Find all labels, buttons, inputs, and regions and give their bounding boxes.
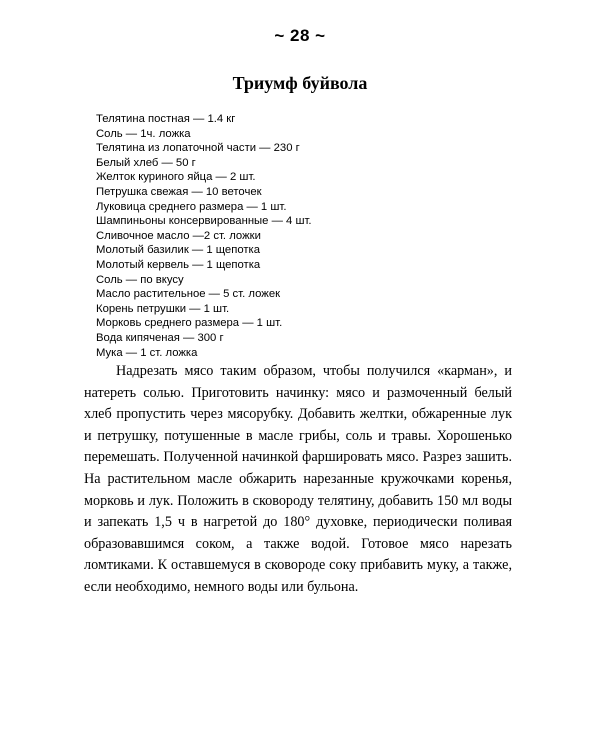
ingredient-line: Морковь среднего размера — 1 шт. xyxy=(96,317,283,330)
ingredient-line: Соль — 1ч. ложка xyxy=(96,127,191,140)
ingredient-line: Корень петрушки — 1 шт. xyxy=(96,302,230,315)
ingredient-line: Луковица среднего размера — 1 шт. xyxy=(96,200,287,213)
instructions-paragraph: Надрезать мясо таким образом, чтобы получился «карман», и натереть солью. Приготовить начинку: мясо и размоченный белый хлеб пропустить через мясорубку. Добавить желтки, обжаренные лук и петрушку, потушенные в масле грибы, соль и травы. Хорошенько перемешать. Полученной начинкой фаршировать мясо. Разрез зашить. На растительном масле обжарить нарезанные кружочками коренья, морковь и лук. Положить в сковороду телятину, добавить 150 мл воды и запекать 1,5 ч в нагретой до 180° духовке, периодически поливая образовавшимся соком, а также водой. Готовое мясо нарезать ломтиками. К оставшемуся в сковороде соку прибавить муку, а также, если необходимо, немного воды или бульона. xyxy=(84,363,512,595)
ingredient-line: Телятина из лопаточной части — 230 г xyxy=(96,142,300,155)
page-number: ~ 28 ~ xyxy=(274,26,326,45)
ingredient-line: Белый хлеб — 50 г xyxy=(96,156,196,169)
ingredient-line: Петрушка свежая — 10 веточек xyxy=(96,185,262,198)
ingredient-line: Молотый кервель — 1 щепотка xyxy=(96,258,261,271)
ingredient-line: Желток куриного яйца — 2 шт. xyxy=(96,171,256,184)
ingredient-line: Мука — 1 ст. ложка xyxy=(96,346,198,359)
recipe-title: Триумф буйвола xyxy=(232,73,368,93)
ingredient-line: Масло растительное — 5 ст. ложек xyxy=(96,288,281,301)
ingredients-list xyxy=(96,112,516,360)
ingredient-line: Шампиньоны консервированные — 4 шт. xyxy=(96,215,312,228)
ingredient-line: Вода кипяченая — 300 г xyxy=(96,331,224,344)
ingredient-line: Телятина постная — 1.4 кг xyxy=(96,113,236,125)
ingredient-line: Сливочное масло —2 ст. ложки xyxy=(96,229,261,242)
ingredient-line: Молотый базилик — 1 щепотка xyxy=(96,244,261,257)
ingredient-line: Соль — по вкусу xyxy=(96,273,184,286)
